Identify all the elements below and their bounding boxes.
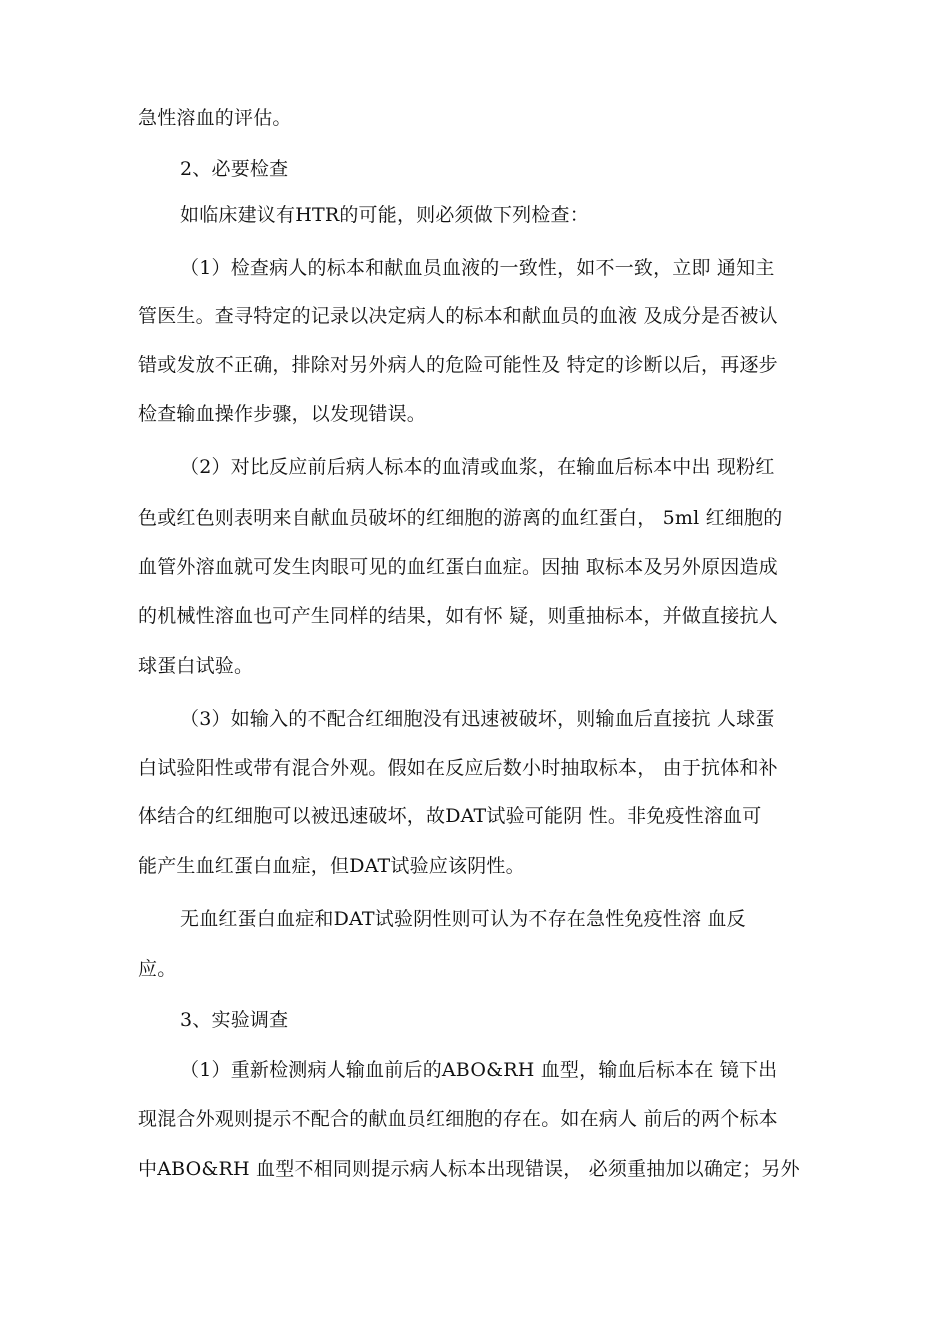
text-line: （3）如输入的不配合红细胞没有迅速被破坏，则输血后直接抗 人球蛋 — [180, 708, 775, 730]
text-line: （1）检查病人的标本和献血员血液的一致性，如不一致，立即 通知主 — [180, 257, 775, 279]
text-line: 急性溶血的评估。 — [138, 107, 292, 129]
text-line: 错或发放不正确，排除对另外病人的危险可能性及 特定的诊断以后，再逐步 — [138, 354, 778, 376]
text-line: （1）重新检测病人输血前后的ABO&RH 血型，输血后标本在 镜下出 — [180, 1059, 778, 1081]
text-line: 色或红色则表明来自献血员破坏的红细胞的游离的血红蛋白， 5ml 红细胞的 — [138, 507, 783, 529]
text-line: 检查输血操作步骤，以发现错误。 — [138, 403, 427, 425]
text-line: 体结合的红细胞可以被迅速破坏，故DAT试验可能阴 性。非免疫性溶血可 — [138, 805, 762, 827]
text-line: 无血红蛋白血症和DAT试验阴性则可认为不存在急性免疫性溶 血反 — [180, 908, 746, 930]
text-line: 如临床建议有HTR的可能，则必须做下列检查： — [180, 204, 589, 226]
text-line: 球蛋白试验。 — [138, 655, 254, 677]
text-line: 的机械性溶血也可产生同样的结果，如有怀 疑，则重抽标本，并做直接抗人 — [138, 605, 778, 627]
text-line: 管医生。查寻特定的记录以决定病人的标本和献血员的血液 及成分是否被认 — [138, 305, 778, 327]
section-heading: 2、必要检查 — [180, 158, 289, 180]
text-line: （2）对比反应前后病人标本的血清或血浆，在输血后标本中出 现粉红 — [180, 456, 775, 478]
text-line: 能产生血红蛋白血症，但DAT试验应该阴性。 — [138, 855, 525, 877]
text-line: 中ABO&RH 血型不相同则提示病人标本出现错误， 必须重抽加以确定；另外 — [138, 1158, 800, 1180]
text-line: 现混合外观则提示不配合的献血员红细胞的存在。如在病人 前后的两个标本 — [138, 1108, 778, 1130]
section-heading: 3、实验调查 — [180, 1009, 289, 1031]
text-line: 白试验阳性或带有混合外观。假如在反应后数小时抽取标本， 由于抗体和补 — [138, 757, 778, 779]
text-line: 应。 — [138, 958, 177, 980]
text-line: 血管外溶血就可发生肉眼可见的血红蛋白血症。因抽 取标本及另外原因造成 — [138, 556, 778, 578]
